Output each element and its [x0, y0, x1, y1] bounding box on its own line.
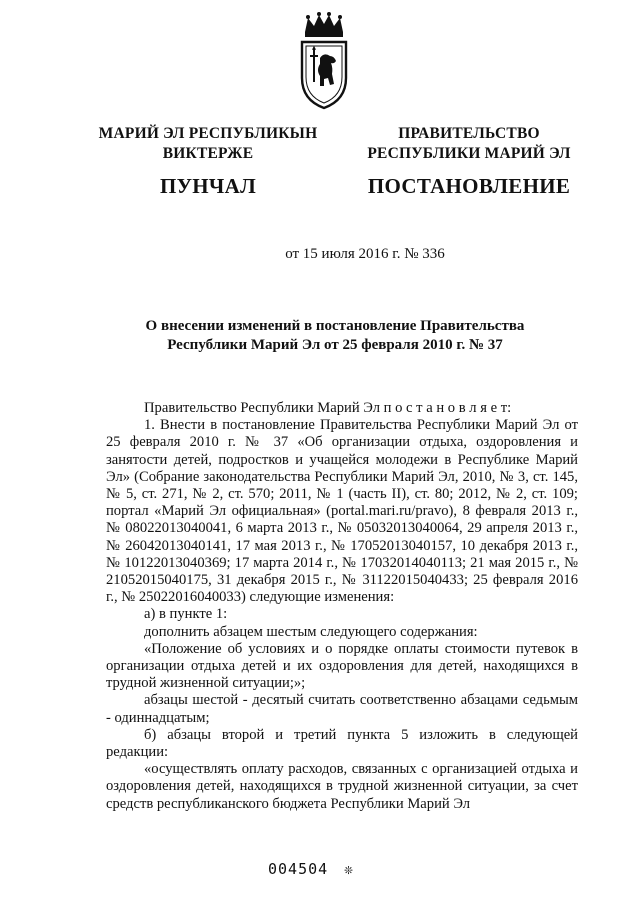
- page-footer: [268, 860, 354, 878]
- document-date-line: [0, 246, 640, 263]
- paragraph-renumber: абзацы шестой - десятый считать соответственно абзацами седьмым - одиннадцатым;: [106, 692, 578, 726]
- header-left-mari: [98, 124, 318, 199]
- document-title: [100, 317, 570, 355]
- header-right-doc-type: ПОСТАНОВЛЕНИЕ: [367, 174, 571, 198]
- header-right-line2: РЕСПУБЛИКИ МАРИЙ ЭЛ: [367, 145, 571, 162]
- paragraph-sub-b: б) абзацы второй и третий пункта 5 изложить в следующей редакции:: [106, 726, 578, 761]
- document-body: [106, 400, 578, 813]
- header-right-russian: [354, 124, 584, 199]
- coat-of-arms-emblem: [296, 12, 352, 110]
- paragraph-quote-1: «Положение об условиях и о порядке оплаты стоимости путевок в организации отдыха детей и их оздоровления для детей, находящихся в трудной жизненной ситуации;»;: [106, 640, 578, 692]
- paragraph-sub-a: а) в пункте 1:: [144, 606, 228, 623]
- header-left-doc-type: ПУНЧАЛ: [159, 174, 257, 198]
- paragraph-item-1: 1. Внести в постановление Правительства Республики Марий Эл от 25 февраля 2010 г. № 37 «Об организации отдыха, оздоровления и занятости детей, подростков и учащейся молодежи в Республике Марий Эл» (Собрание законодательства Республики Марий Эл, 2010, № 3, ст. 145, № 5, ст. 271, № 2, ст. 570; 2011, № 1 (часть II), ст. 80; 2012, № 2, ст. 109; портал «Марий Эл официальная» (portal.mari.ru/pravo), 8 февраля 2013 г., № 08022013040041, 6 марта 2013 г., № 05032013040064, 29 апреля 2013 г., № 26042013040141, 17 мая 2013 г., № 17052013040157, 10 декабря 2013 г., № 10122013040369; 17 марта 2014 г., № 17032014040113; 21 мая 2015 г., № 21052015040175, 31 декабря 2015 г., № 31122015040433; 25 февраля 2016 г., № 25022016040033) следующие изменения:: [106, 417, 578, 606]
- header-left-line2: ВИКТЕРЖЕ: [162, 145, 254, 162]
- footer-ornament: ❊: [344, 862, 354, 878]
- paragraph-quote-2: «осуществлять оплату расходов, связанных с организацией отдыха и оздоровления детей, находящихся в трудной жизненной ситуации, за счет средств республиканского бюджета Республики Марий Эл: [106, 761, 578, 812]
- header-right-line1: ПРАВИТЕЛЬСТВО: [398, 125, 540, 142]
- date-number-text: от 15 июля 2016 г. № 336: [285, 246, 445, 262]
- paragraph-preamble: Правительство Республики Марий Эл п о с т а н о в л я е т:: [144, 400, 512, 416]
- title-line1: О внесении изменений в постановление Правительства: [145, 318, 525, 334]
- serial-number: 004504: [268, 860, 329, 878]
- title-line2: Республики Марий Эл от 25 февраля 2010 г. № 37: [167, 337, 503, 353]
- paragraph-add-abzac: дополнить абзацем шестым следующего содержания:: [144, 623, 478, 640]
- header-left-line1: МАРИЙ ЭЛ РЕСПУБЛИКЫН: [98, 125, 318, 142]
